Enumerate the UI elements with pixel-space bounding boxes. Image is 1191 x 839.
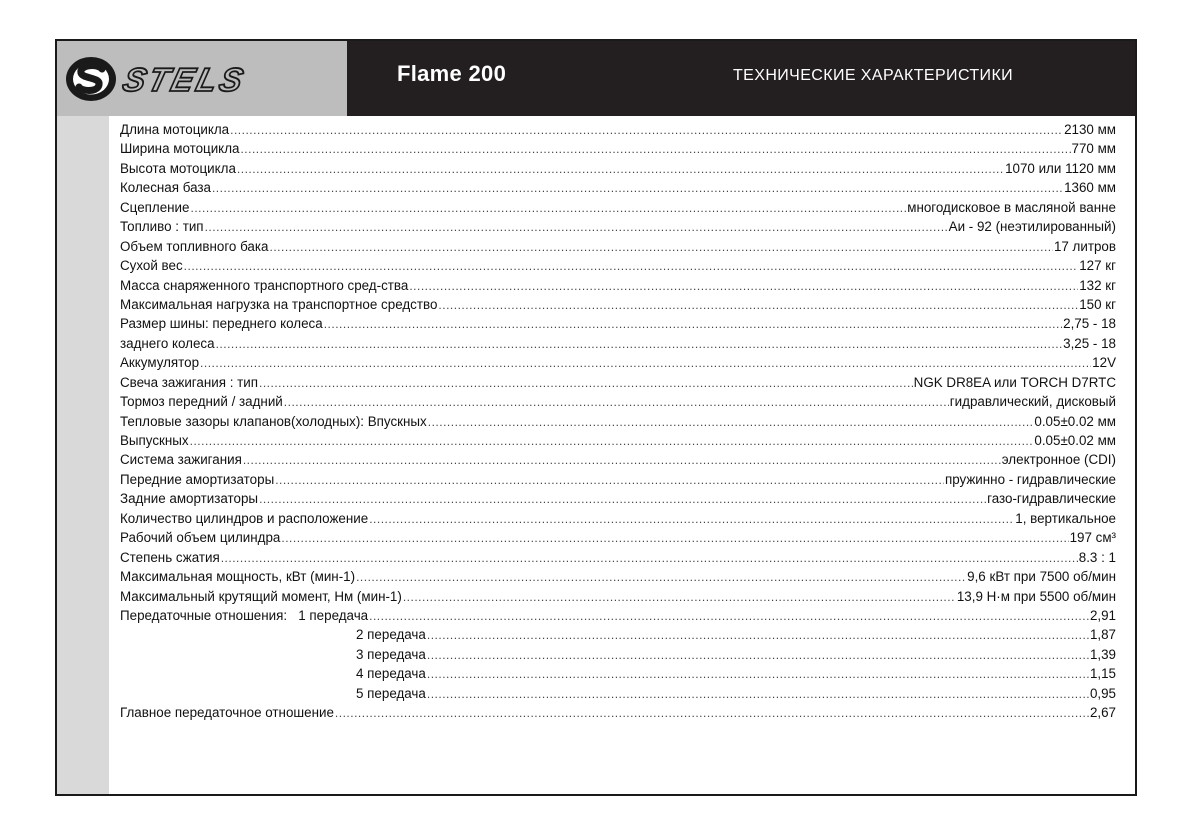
spec-label: Рабочий объем цилиндра [120,530,281,546]
spec-label: Максимальная мощность, кВт (мин-1) [120,569,356,585]
spec-row [120,314,1116,333]
spec-value: 12V [1092,355,1116,371]
spec-label: Объем топливного бака [120,238,269,254]
spec-label: Топливо : тип [120,219,204,235]
spec-row [120,139,1116,158]
header-bar [57,41,1135,116]
spec-row [120,587,1116,606]
spec-value: электронное (CDI) [1001,452,1116,468]
spec-label: Количество цилиндров и расположение [120,510,369,526]
spec-label: 3 передача [356,646,426,662]
spec-label: Масса снаряженного транспортного сред-ства [120,277,409,293]
spec-label: Максимальная нагрузка на транспортное средство [120,296,438,312]
spec-value: 127 кг [1079,258,1116,274]
dot-leader [190,432,1034,451]
spec-value: 1070 или 1120 мм [1005,160,1116,176]
dot-leader [200,354,1091,373]
spec-row [120,295,1116,314]
dot-leader [438,296,1078,315]
dot-leader [216,335,1063,354]
spec-value: 0.05±0.02 мм [1034,413,1116,429]
spec-value: Аи - 92 (неэтилированный) [948,219,1116,235]
spec-row [120,625,1116,644]
spec-label: Система зажигания [120,452,242,468]
dot-leader [403,588,956,607]
dot-leader [243,451,1001,470]
dot-leader [237,160,1004,179]
spec-value: многодисковое в масляной ванне [907,199,1116,215]
spec-label: Свеча зажигания : тип [120,374,258,390]
spec-value: 2,91 [1089,607,1116,623]
spec-row [120,392,1116,411]
spec-row [120,645,1116,664]
spec-row [120,509,1116,528]
spec-sheet [55,39,1137,796]
dot-leader [427,626,1089,645]
spec-label: Максимальный крутящий момент, Нм (мин-1) [120,588,402,604]
dot-leader [212,179,1063,198]
spec-value: 770 мм [1071,141,1116,157]
spec-label: Высота мотоцикла [120,160,236,176]
spec-row [120,276,1116,295]
spec-row [120,470,1116,489]
spec-row [120,334,1116,353]
spec-value: 1,87 [1089,627,1116,643]
dot-leader [269,238,1052,257]
spec-row [120,178,1116,197]
spec-label: Размер шины: переднего колеса [120,316,323,332]
spec-value: 3,25 - 18 [1063,335,1116,351]
spec-row [120,256,1116,275]
model-name: Flame 200 [397,61,507,86]
spec-value: 2,75 - 18 [1063,316,1116,332]
logo-wordmark: STELS [119,62,250,99]
spec-row [120,664,1116,683]
spec-row [120,237,1116,256]
spec-label: 4 передача [356,666,426,682]
dot-leader [427,685,1089,704]
spec-value: NGK DR8EA или TORCH D7RTC [913,374,1116,390]
spec-value: 2130 мм [1064,122,1116,137]
spec-label: Главное передаточное отношение [120,705,334,721]
dot-leader [428,413,1034,432]
dot-leader [409,277,1078,296]
spec-row [120,120,1116,139]
dot-leader [427,646,1089,665]
brand-logo-area [57,41,347,116]
spec-label: Сухой вес [120,258,183,274]
spec-label: Тормоз передний / задний [120,394,283,410]
spec-label: Длина мотоцикла [120,122,230,137]
spec-row [120,528,1116,547]
spec-label: Степень сжатия [120,549,220,565]
stels-logo-icon [63,51,345,107]
dot-leader [335,704,1089,723]
spec-row [120,412,1116,431]
dot-leader [205,218,948,237]
spec-row [120,606,1116,625]
dot-leader [284,393,949,412]
spec-list [120,120,1116,723]
section-title: ТЕХНИЧЕСКИЕ ХАРАКТЕРИСТИКИ [733,67,1014,84]
spec-value: 1,15 [1089,666,1116,682]
spec-value: 1360 мм [1064,180,1116,196]
spec-row [120,489,1116,508]
dot-leader [259,490,986,509]
spec-row [120,431,1116,450]
dot-leader [275,471,944,490]
spec-label: Передаточные отношения: 1 передача [120,607,369,623]
spec-value: 150 кг [1079,296,1116,312]
spec-value: 0,95 [1089,685,1116,701]
spec-value: пружинно - гидравлические [944,471,1116,487]
dot-leader [369,607,1089,626]
spec-value: 13,9 Н·м при 5500 об/мин [956,588,1116,604]
spec-value: 17 литров [1053,238,1116,254]
dot-leader [230,121,1063,140]
spec-value: 8.3 : 1 [1078,549,1116,565]
dot-leader [281,529,1068,548]
dot-leader [356,568,966,587]
spec-row [120,684,1116,703]
spec-value: 132 кг [1079,277,1116,293]
spec-label: Колесная база [120,180,211,196]
spec-label: Задние амортизаторы [120,491,259,507]
spec-value: 1,39 [1089,646,1116,662]
spec-value: газо-гидравлические [987,491,1116,507]
dot-leader [369,510,1014,529]
dot-leader [221,549,1078,568]
spec-label: Тепловые зазоры клапанов(холодных): Впускных [120,413,427,429]
spec-value: 1, вертикальное [1015,510,1116,526]
left-sidebar-band [57,116,109,794]
spec-label: заднего колеса [120,335,215,351]
spec-value: 0.05±0.02 мм [1034,433,1116,448]
spec-value: 9,6 кВт при 7500 об/мин [967,569,1116,585]
spec-label: Выпускных [120,433,189,448]
spec-row [120,373,1116,392]
spec-value: 2,67 [1089,705,1116,721]
spec-row [120,353,1116,372]
spec-row [120,198,1116,217]
spec-label: 5 передача [356,685,426,701]
spec-label: Передние амортизаторы [120,471,275,487]
dot-leader [259,374,913,393]
dot-leader [190,199,906,218]
spec-row [120,450,1116,469]
spec-label: Аккумулятор [120,355,200,371]
dot-leader [240,140,1070,159]
spec-row [120,159,1116,178]
spec-value: 197 см³ [1069,530,1116,546]
dot-leader [324,315,1062,334]
dot-leader [427,665,1089,684]
spec-row [120,703,1116,722]
spec-label: Сцепление [120,199,190,215]
spec-value: гидравлический, дисковый [949,394,1116,410]
spec-row [120,548,1116,567]
spec-row [120,217,1116,236]
spec-label: 2 передача [356,627,426,643]
spec-label: Ширина мотоцикла [120,141,240,157]
spec-row [120,567,1116,586]
dot-leader [184,257,1079,276]
